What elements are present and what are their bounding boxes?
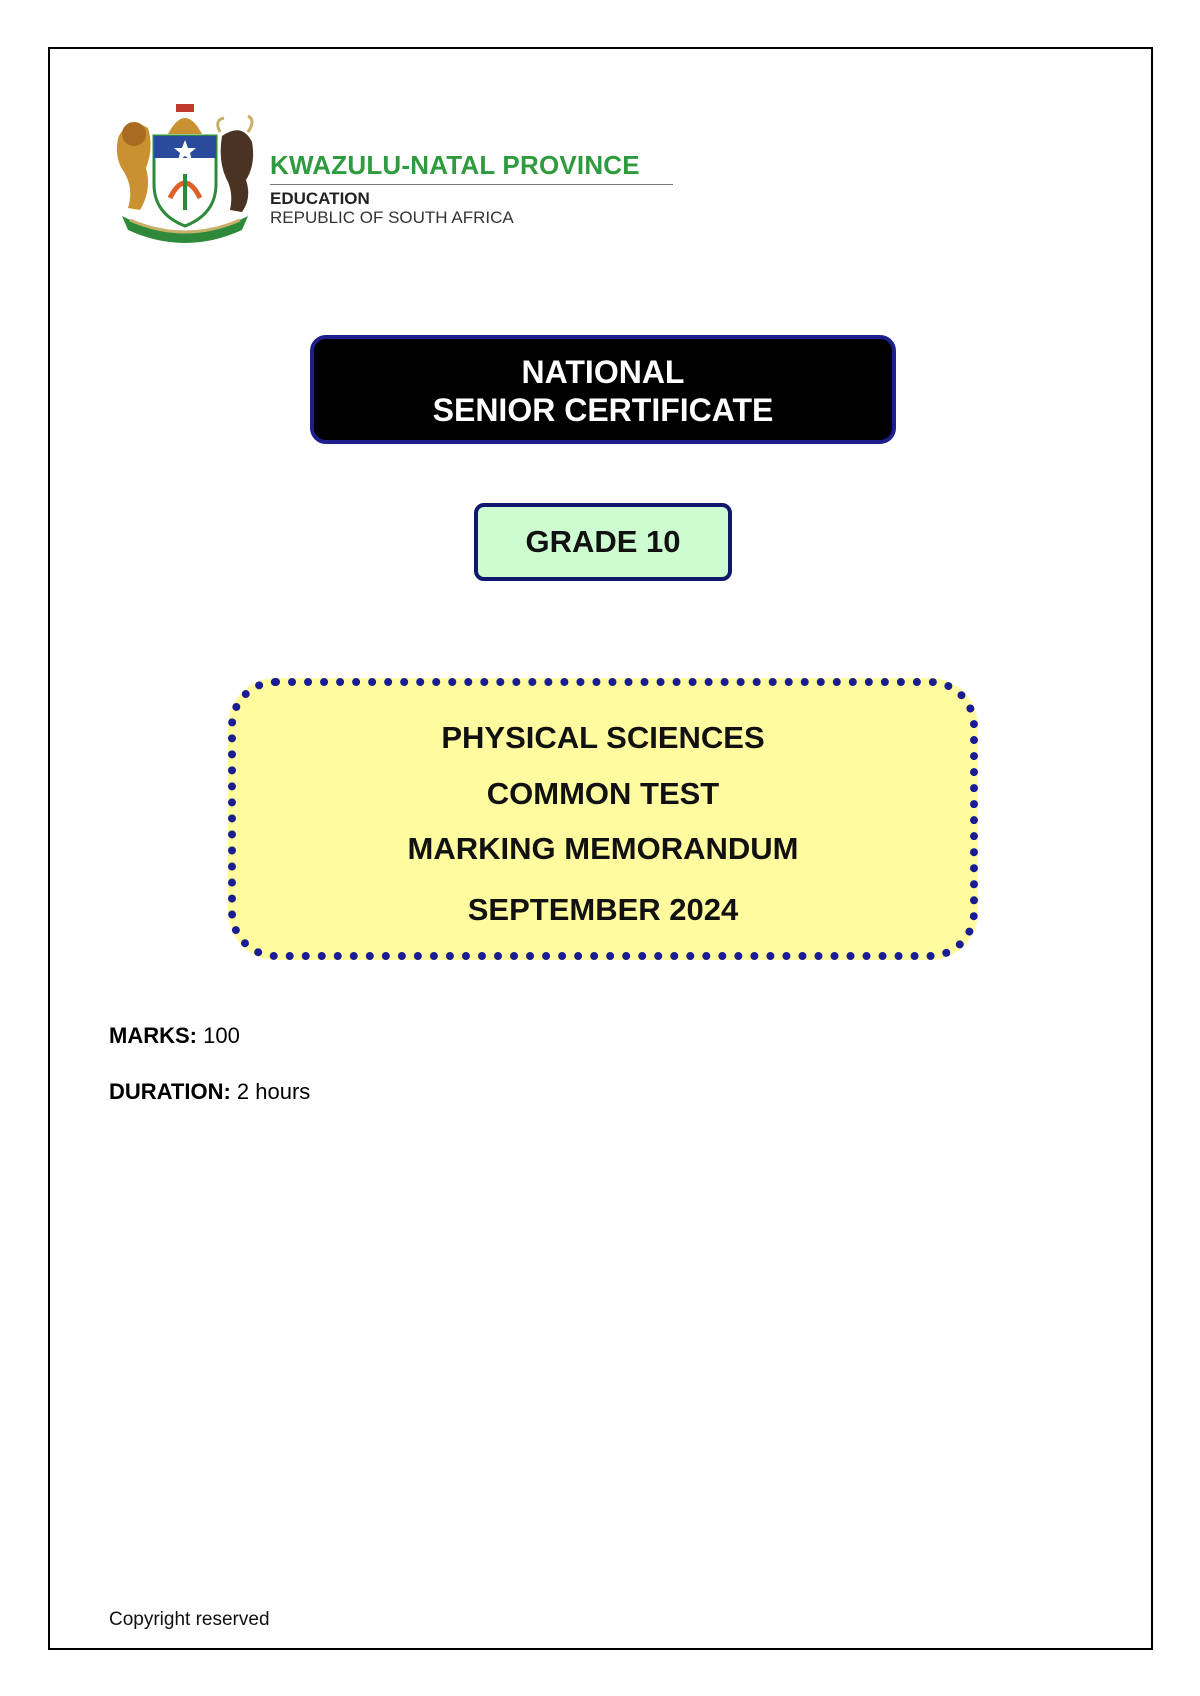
department-name: EDUCATION (270, 189, 370, 208)
subject-title: PHYSICAL SCIENCES (441, 720, 765, 755)
certificate-banner (310, 335, 896, 444)
test-type: COMMON TEST (486, 776, 720, 811)
marks-label: MARKS: (109, 1023, 197, 1048)
copyright-notice: Copyright reserved (109, 1609, 270, 1630)
province-name: KWAZULU-NATAL PROVINCE (270, 150, 640, 180)
header-logo (110, 98, 690, 248)
grade-badge: GRADE 10 (474, 503, 732, 581)
exam-date: SEPTEMBER 2024 (467, 892, 739, 927)
duration-label: DURATION: (109, 1079, 231, 1104)
header-divider (270, 184, 673, 185)
certificate-line-1: NATIONAL (521, 354, 685, 390)
document-type: MARKING MEMORANDUM (407, 831, 799, 866)
certificate-line-2: SENIOR CERTIFICATE (432, 392, 774, 428)
marks-line (109, 1023, 240, 1049)
duration-value: 2 hours (236, 1079, 311, 1104)
coat-of-arms-icon (110, 98, 260, 248)
country-name: REPUBLIC OF SOUTH AFRICA (270, 208, 514, 227)
subject-panel (228, 678, 978, 960)
duration-line (109, 1079, 310, 1105)
marks-value: 100 (203, 1023, 240, 1048)
